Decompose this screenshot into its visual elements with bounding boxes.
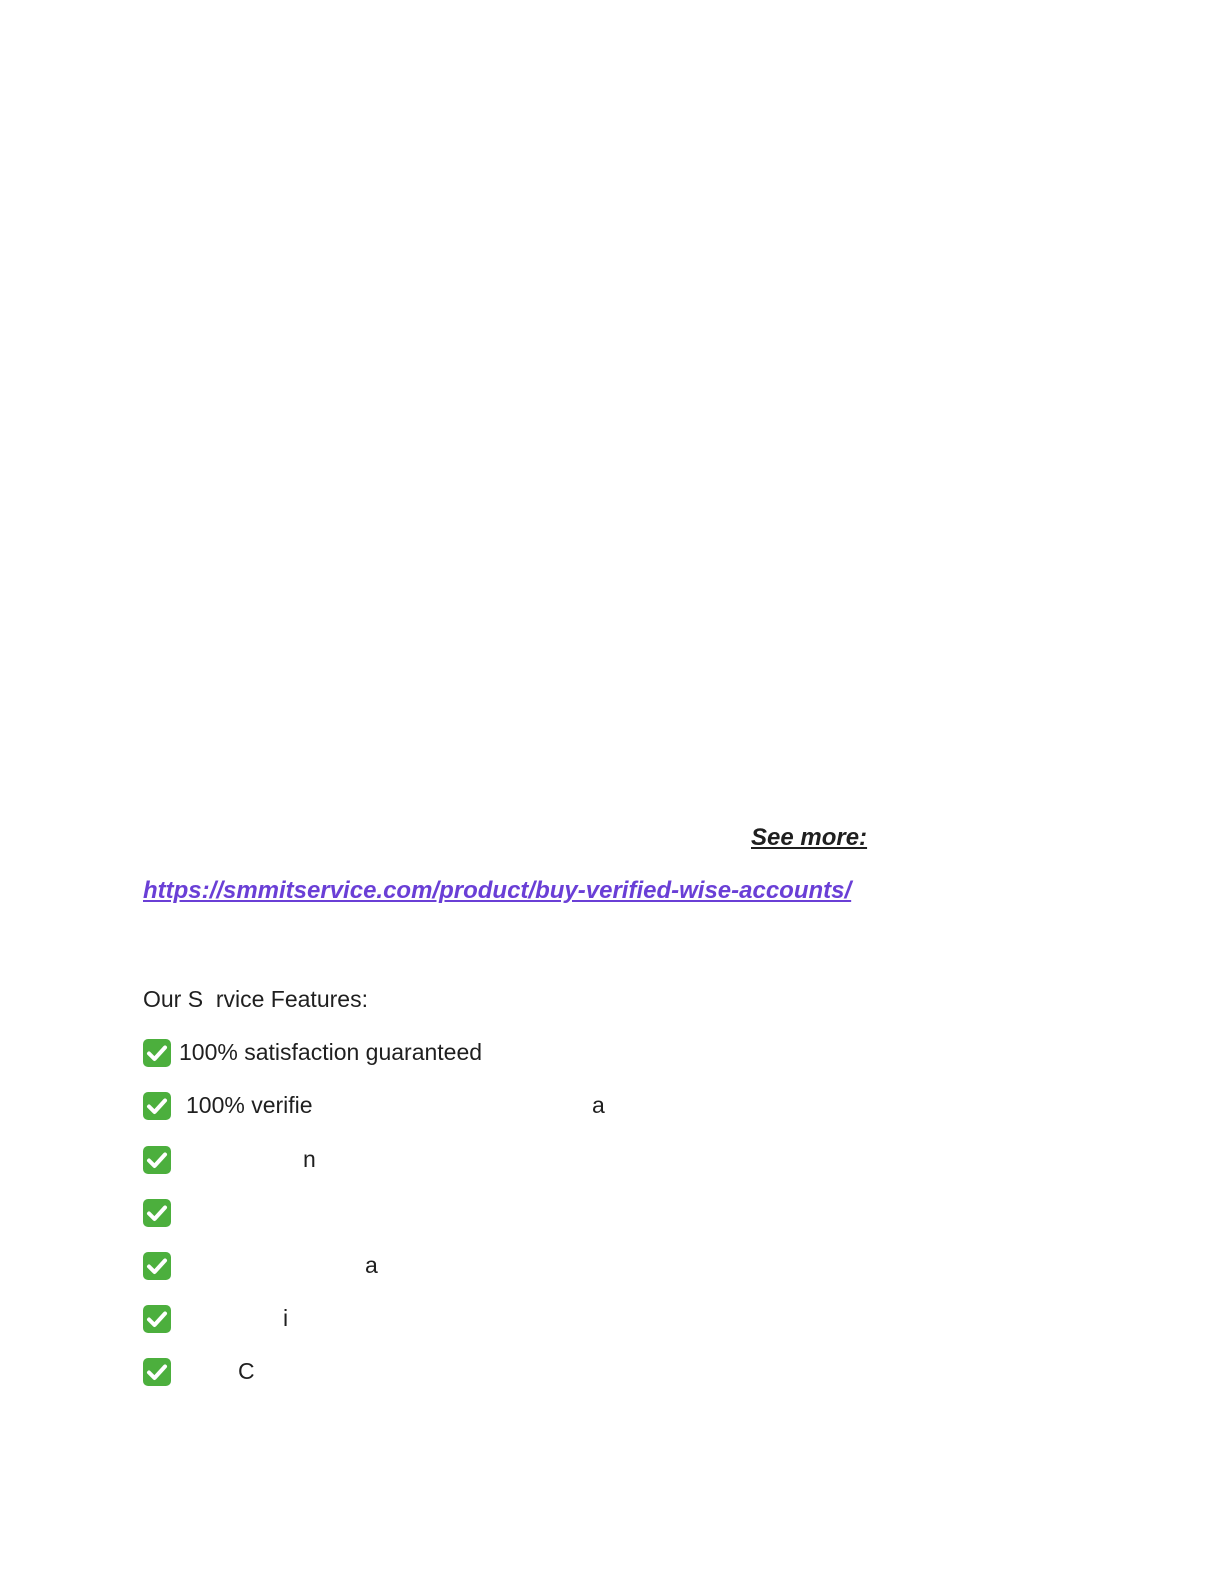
feature-text-fragment: n [303, 1146, 316, 1172]
feature-item-5 [143, 1252, 1043, 1282]
feature-text-fragment: a [592, 1092, 605, 1118]
feature-text-fragment: C [238, 1358, 255, 1384]
check-mark-icon [143, 1305, 171, 1333]
features-heading: Our S rvice Features: [143, 986, 368, 1012]
feature-item-1 [143, 1039, 1043, 1069]
feature-text-fragment: i [283, 1305, 289, 1331]
check-mark-icon [143, 1199, 171, 1227]
product-link[interactable]: https://smmitservice.com/product/buy-verified-wise-accounts/ [143, 877, 852, 904]
feature-item-7 [143, 1358, 1043, 1388]
feature-text: 100% verifie [186, 1092, 313, 1118]
feature-item-4 [143, 1199, 1043, 1229]
check-mark-icon [143, 1039, 171, 1067]
feature-item-3 [143, 1146, 1043, 1176]
feature-text: 100% satisfaction guaranteed [179, 1039, 483, 1065]
check-mark-icon [143, 1252, 171, 1280]
check-mark-icon [143, 1358, 171, 1386]
see-more-label: See more: [751, 824, 868, 851]
check-mark-icon [143, 1092, 171, 1120]
feature-item-2 [143, 1092, 1043, 1122]
feature-item-6 [143, 1305, 1043, 1335]
check-mark-icon [143, 1146, 171, 1174]
feature-text-fragment: a [365, 1252, 378, 1278]
